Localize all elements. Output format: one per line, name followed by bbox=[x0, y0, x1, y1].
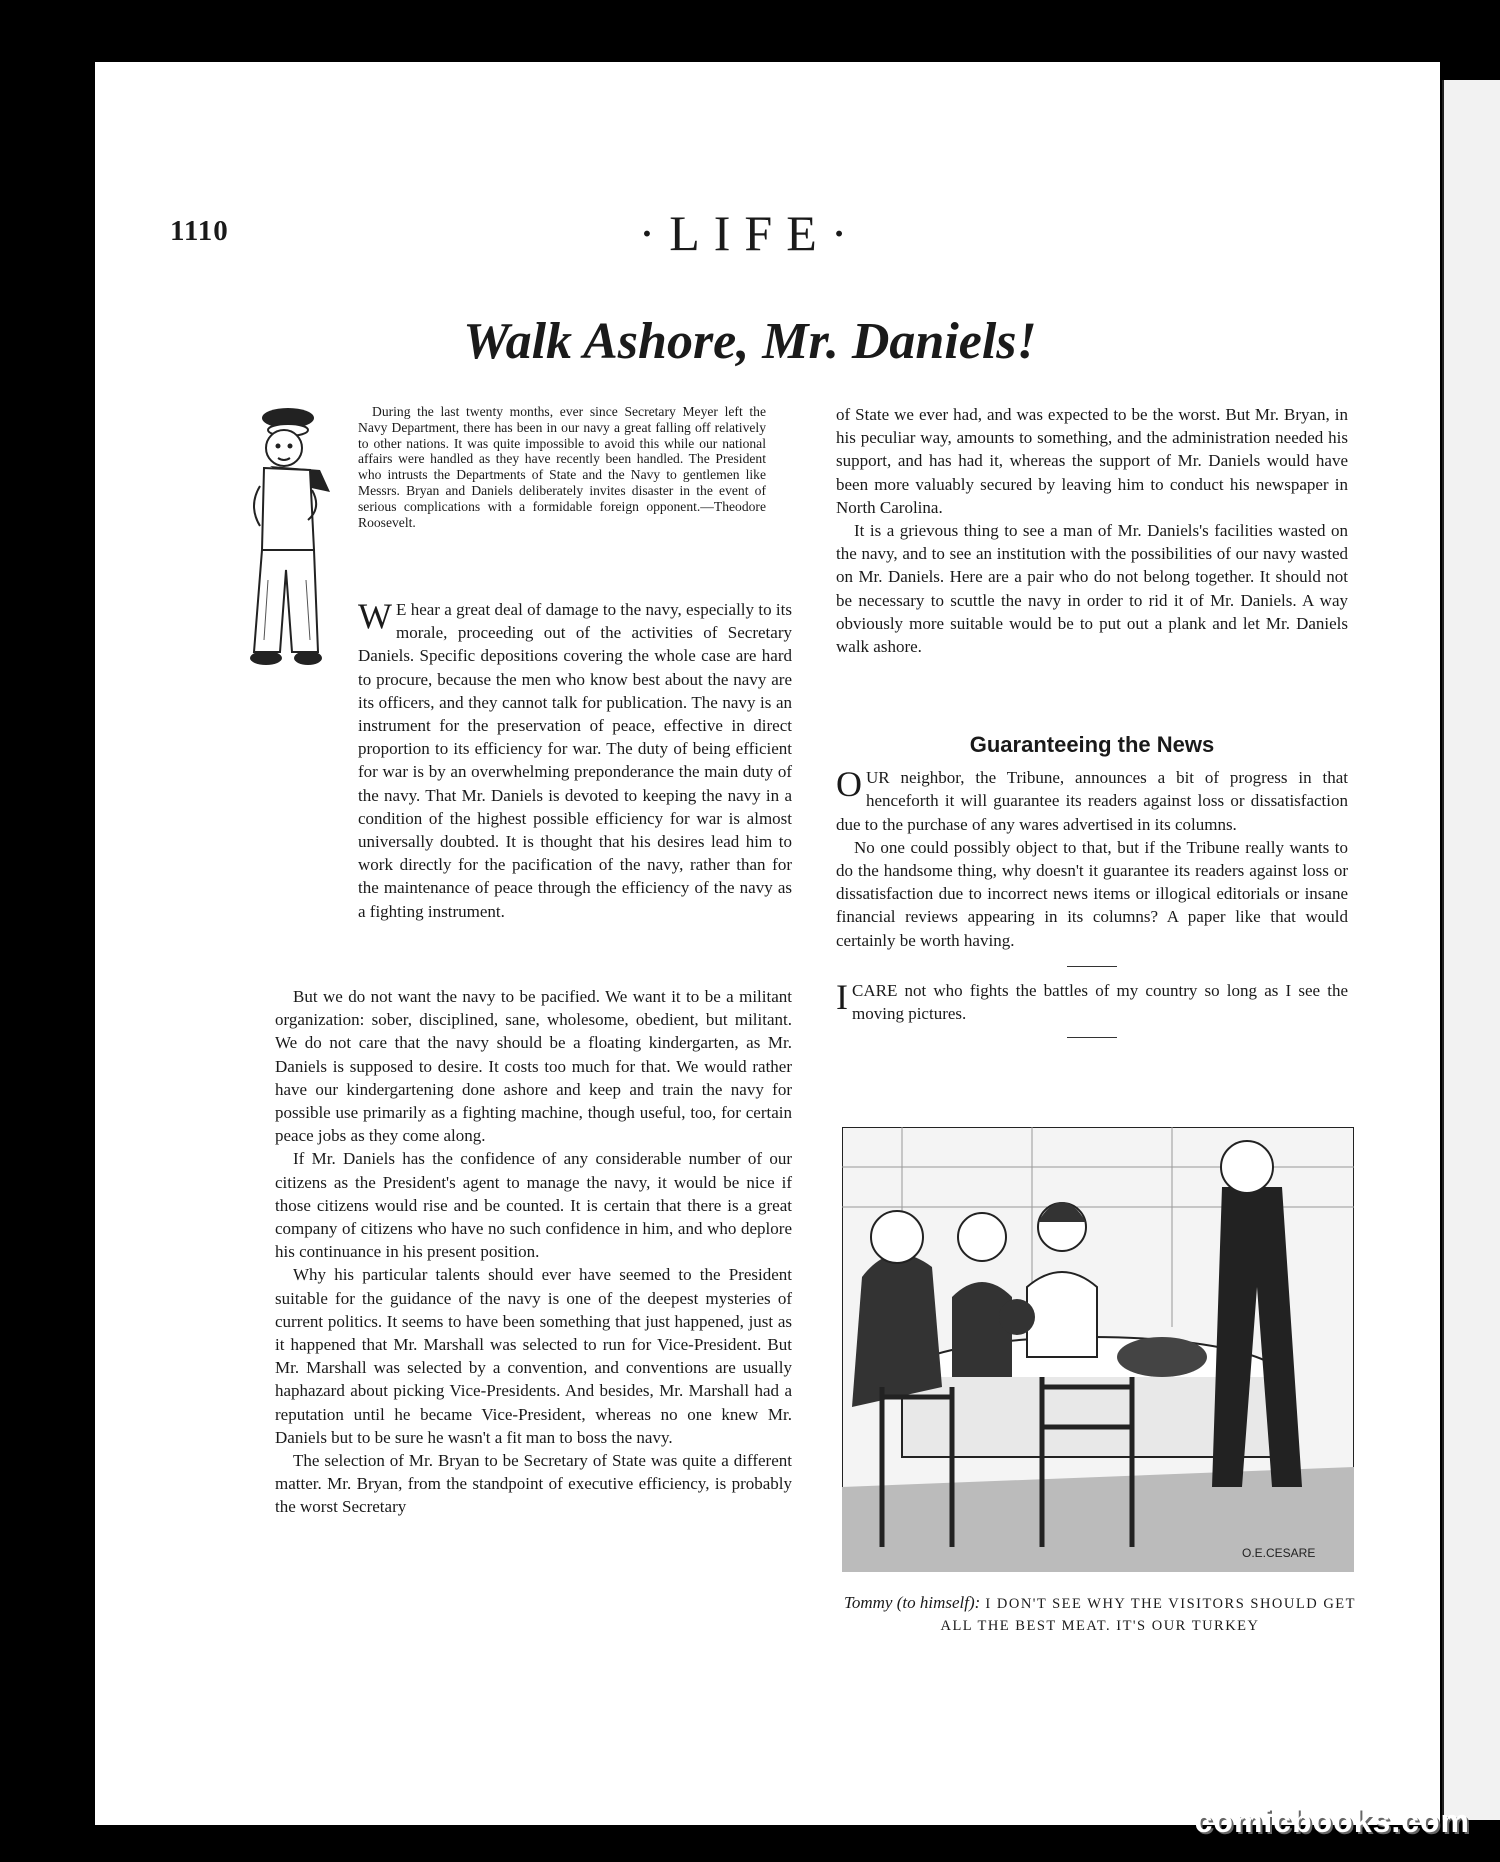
article-paragraph-1: E hear a great deal of damage to the navy, especially to its morale, proceeding out of the activities of Secretary Daniels. Specific depositions covering the whole case are hard to procure, because the men who know best about the navy are its officers, and they cannot talk for publication. The navy is an instrument for the preservation of peace, effective in direct proportion to its efficiency for war. The duty of being efficient for war is by an overwhelming preponderance the main duty of the navy. That Mr. Daniels is devoted to keeping the navy in a condition of the highest possible efficiency for war is almost universally doubted. It is thought that his desires lead him to work directly for the pacification of the navy, rather than for the maintenance of peace through the efficiency of the navy as a fighting instrument. bbox=[358, 600, 792, 921]
news-paragraph-1: OUR neighbor, the Tribune, announces a bit of progress in that henceforth it will guarantee its readers against loss or dissatisfaction due to the purchase of any wares advertised in its columns. bbox=[836, 764, 1348, 834]
watermark: comicbooks.com bbox=[1194, 1803, 1470, 1839]
article-paragraph-7: It is a grievous thing to see a man of Mr. Daniels's facilities wasted on the navy, and to see an institution with the possibilities of our navy wasted on Mr. Daniels. Here are a pair who do not belong together. It should not be necessary to scuttle the navy in order to rid it of Mr. Daniels. A way obviously more suitable would be to put out a plank and let Mr. Daniels walk ashore. bbox=[836, 521, 1348, 657]
sailor-illustration bbox=[240, 400, 350, 670]
caption-text: I DON'T SEE WHY THE VISITORS SHOULD GET ALL THE BEST MEAT. IT'S OUR TURKEY bbox=[940, 1596, 1357, 1634]
drop-cap: W bbox=[358, 596, 392, 636]
news-paragraph-2: No one could possibly object to that, but if the Tribune really wants to do the handsome thing, why doesn't it guarantee its readers against loss or dissatisfaction due to incorrect news items or illogical editorials or insane financial reviews appearing in its columns? A paper like that would certainly be worth having. bbox=[836, 837, 1348, 950]
caption-speaker: Tommy (to himself): bbox=[843, 1593, 981, 1612]
divider bbox=[1067, 1037, 1117, 1038]
quote-text: During the last twenty months, ever since Secretary Meyer left the Navy Department, there has been in our navy a great falling off relatively to other nations. It was quite impossible to avoid this while our national affairs were handled as they have recently been handled. The President who intrusts the Departments of State and the Navy to gentlemen like Messrs. Bryan and Daniels deliberately invites disaster in the event of serious complications with a formidable foreign opponent.—Theodore Roosevelt. bbox=[358, 404, 766, 530]
filler-drop-cap: I bbox=[836, 976, 848, 1017]
article-paragraph-5: The selection of Mr. Bryan to be Secretary of State was quite a different matter. Mr. Bryan, from the standpoint of executive efficiency, is probably the worst Secretary bbox=[275, 1451, 792, 1517]
cartoon-signature: O.E.CESARE bbox=[1242, 1546, 1316, 1560]
news-section bbox=[836, 733, 1348, 1038]
article-lead bbox=[358, 598, 792, 923]
divider bbox=[1067, 966, 1117, 967]
filler-paragraph: ICARE not who fights the battles of my country so long as I see the moving pictures. bbox=[836, 976, 1348, 1024]
cartoon-caption bbox=[836, 1592, 1364, 1637]
page-number: 1110 bbox=[170, 215, 229, 247]
news-heading: Guaranteeing the News bbox=[969, 732, 1215, 757]
article-paragraph-3: If Mr. Daniels has the confidence of any considerable number of our citizens as the President's agent to manage the navy, it would be nice if those citizens would rise and be counted. It is certain that there is a great company of citizens who have no such confidence in him, and who deplore his continuance in his present position. bbox=[275, 1149, 792, 1262]
article-column-left bbox=[275, 985, 792, 1519]
masthead: ·LIFE· bbox=[638, 205, 862, 261]
epigraph-quote bbox=[358, 404, 766, 530]
article-paragraph-4: Why his particular talents should ever have seemed to the President suitable for the guidance of the navy is one of the deepest mysteries of current politics. It seems to have been something that just happened, just as it happened that Mr. Marshall was selected to run for Vice-President. But Mr. Marshall was selected by a convention, and conventions are usually haphazard about picking Vice-Presidents. And besides, Mr. Marshall had a reputation until he became Vice-President, whereas no one knew Mr. Daniels but to be sure he wasn't a fit man to boss the navy. bbox=[275, 1265, 792, 1447]
article-column-right bbox=[836, 403, 1348, 658]
thanksgiving-cartoon bbox=[842, 1127, 1354, 1572]
article-paragraph-2: But we do not want the navy to be pacified. We want it to be a militant organization: sober, disciplined, sane, wholesome, obedient, but militant. We do not care that the navy should be a floating kindergarten, as Mr. Daniels is supposed to desire. It costs too much for that. We would rather have our kindergartening done ashore and keep and train the navy for possible use primarily as a fighting machine, though useful, too, for certain peace jobs as they come along. bbox=[275, 987, 792, 1146]
article-paragraph-6: of State we ever had, and was expected to be the worst. But Mr. Bryan, in his peculiar way, amounts to something, and the administration needed his support, and has had it, whereas the support of Mr. Daniels would have been more valuably secured by leaving him to conduct his newspaper in North Carolina. bbox=[836, 405, 1348, 517]
news-drop-cap: O bbox=[836, 764, 862, 805]
article-title: Walk Ashore, Mr. Daniels! bbox=[463, 313, 1037, 370]
